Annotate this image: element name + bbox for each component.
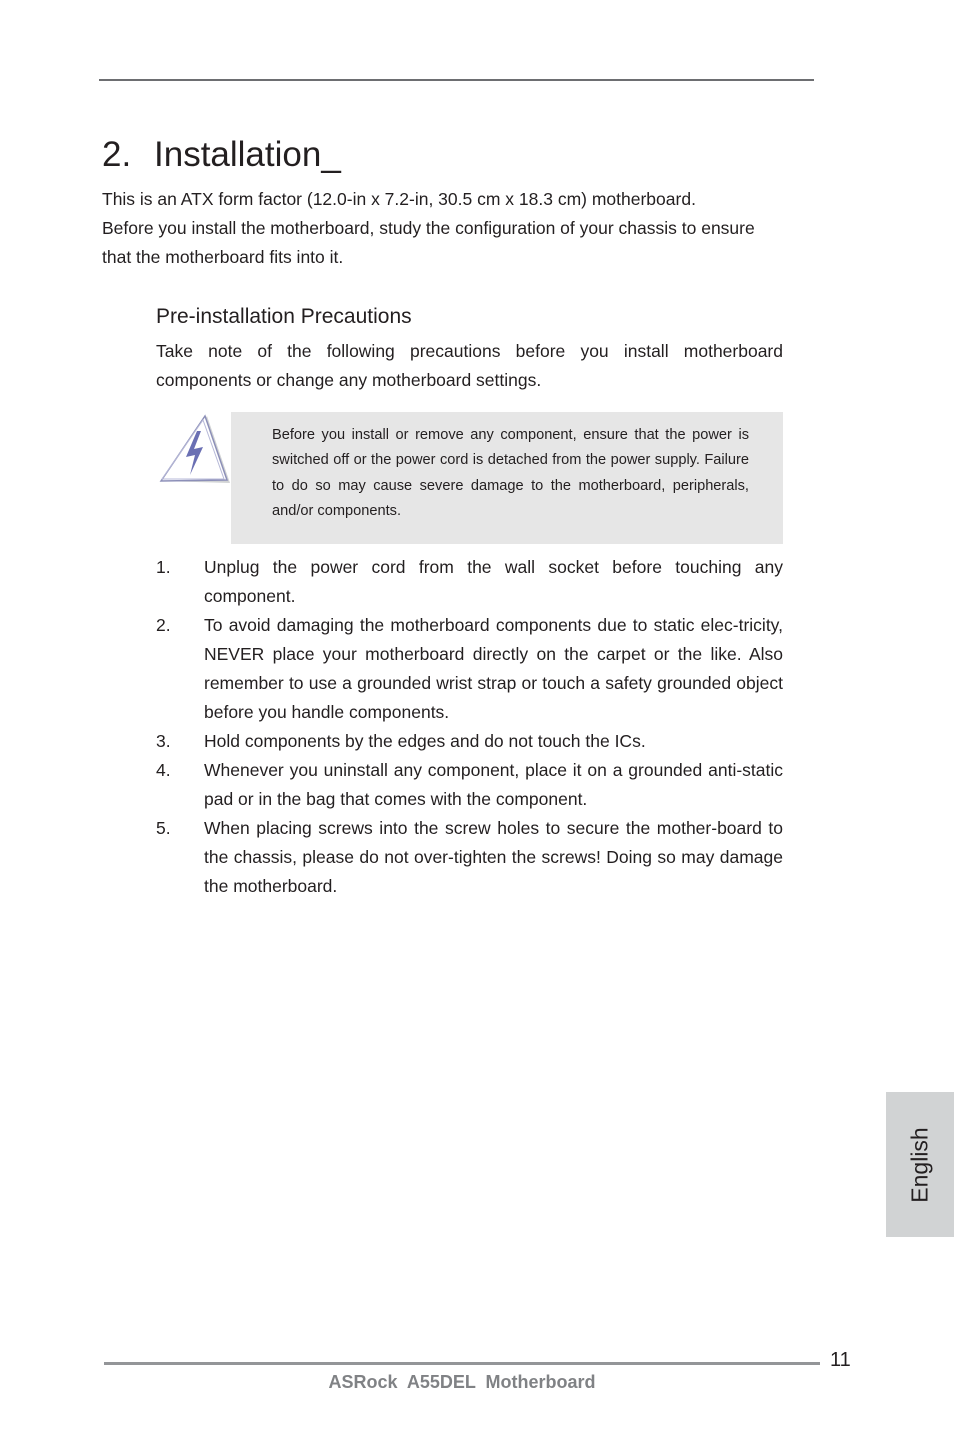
intro-line: that the motherboard fits into it. [102, 247, 344, 267]
precautions-heading: Pre-installation Precautions [156, 305, 412, 328]
list-item [156, 727, 783, 756]
section-number: 2. [102, 135, 132, 174]
page-number: 11 [830, 1349, 851, 1371]
title-underscore: _ [321, 135, 341, 174]
list-item-number: 5. [156, 818, 171, 838]
footer-title: ASRock A55DEL Motherboard [328, 1372, 596, 1392]
warning-text: Before you install or remove any component, ensure that the power is switched off or the power cord is detached from the power supply. Failure to do so may cause severe damage to the motherboard, peripherals, and/or components. [272, 427, 749, 519]
top-rule [99, 79, 814, 81]
list-item-text: To avoid damaging the motherboard components due to static elec-tricity, NEVER place your motherboard directly on the carpet or the like. Also remember to use a grounded wrist strap or touch a safety grounded object before you handle components. [204, 615, 783, 722]
list-item [156, 756, 783, 814]
list-item-number: 3. [156, 731, 171, 751]
list-item-number: 2. [156, 615, 171, 635]
language-tab-label: English [906, 1126, 933, 1203]
list-item [156, 553, 783, 611]
precautions-list [156, 553, 783, 901]
page-title [102, 133, 341, 177]
list-item [156, 814, 783, 901]
list-item-text: Unplug the power cord from the wall socket before touching any component. [204, 557, 783, 606]
intro-paragraph [102, 185, 822, 272]
intro-line: Before you install the motherboard, study the configuration of your chassis to ensure [102, 218, 755, 238]
list-item-number: 4. [156, 760, 171, 780]
precautions-intro: Take note of the following precautions before you install motherboard components or change any motherboard settings. [156, 341, 783, 390]
list-item-text: Whenever you uninstall any component, place it on a grounded anti-static pad or in the bag that comes with the component. [204, 760, 783, 809]
bottom-rule [104, 1362, 820, 1365]
language-tab [886, 1092, 954, 1237]
list-item [156, 611, 783, 727]
list-item-text: Hold components by the edges and do not touch the ICs. [204, 731, 646, 751]
intro-line: This is an ATX form factor (12.0-in x 7.2-in, 30.5 cm x 18.3 cm) motherboard. [102, 189, 696, 209]
section-title: Installation [154, 135, 322, 174]
lightning-warning-icon [157, 413, 235, 487]
list-item-number: 1. [156, 557, 171, 577]
list-item-text: When placing screws into the screw holes to secure the mother-board to the chassis, please do not over-tighten the screws! Doing so may damage the motherboard. [204, 818, 783, 896]
